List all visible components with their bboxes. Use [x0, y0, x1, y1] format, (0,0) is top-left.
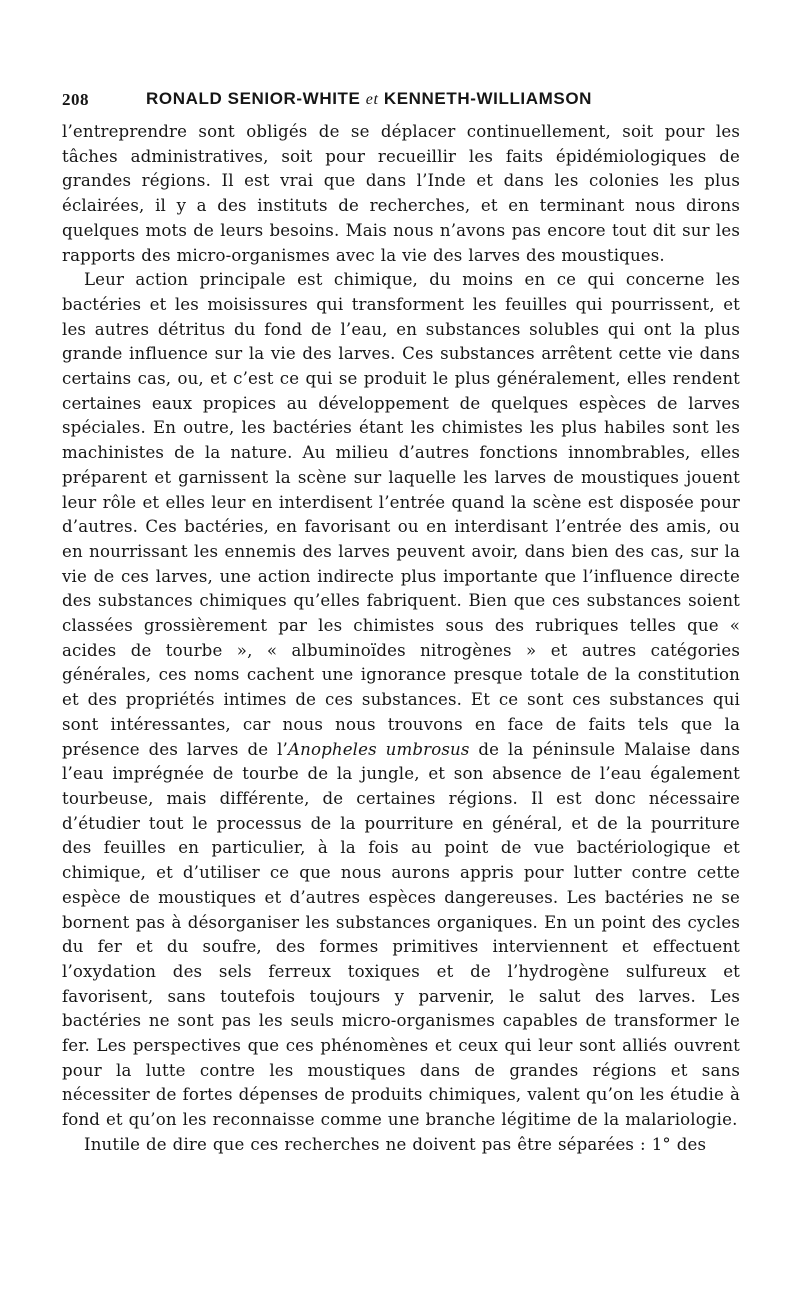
title-conjunction: et: [365, 91, 379, 108]
paragraph-microorganisms: [62, 268, 740, 1133]
document-page: [62, 84, 740, 1158]
paragraph-text-before-species: Leur action principale est chimique, du moins en ce qui concerne les bactéries et les moisissures qui transforment les feuilles qui pourrissent, et les autres détritus du fond de l’eau, en substances solubles qui ont la plus grande influence sur la vie des larves. Ces substances arrêtent cette vie dans certains cas, ou, et c’est ce qui se produit le plus généralement, elles rendent certaines eaux propices au développement de quelques espèces de larves spéciales. En outre, les bactéries étant les chimistes les plus habiles sont les machinistes de la nature. Au milieu d’autres fonctions innombrables, elles préparent et garnissent la scène sur laquelle les larves de moustiques jouent leur rôle et elles leur en interdisent l’entrée quand la scène est disposée pour d’autres. Ces bactéries, en favorisant ou en interdisant l’entrée des amis, ou en nourrissant les ennemis des larves peuvent avoir, dans bien des cas, sur la vie de ces larves, une action indirecte plus importante que l’influence directe des substances chimiques qu’elles fabriquent. Bien que ces substances soient classées grossièrement par les chimistes sous des rubriques telles que « acides de tourbe », « albuminoïdes nitrogènes » et autres catégories générales, ces noms cachent une ignorance presque totale de la constitution et des propriétés intimes de ces substances. Et ce sont ces substances qui sont intéressantes, car nous nous trouvons en face de faits tels que la présence des larves de l’: [62, 270, 740, 759]
paragraph-continued: l’entreprendre sont obligés de se déplacer continuellement, soit pour les tâches administratives, soit pour recueillir les faits épidémiologiques de grandes régions. Il est vrai que dans l’Inde et dans les colonies les plus éclairées, il y a des instituts de recherches, et en terminant nous dirons quelques mots de leurs besoins. Mais nous n’avons pas encore tout dit sur les rapports des micro-organismes avec la vie des larves des moustiques.: [62, 122, 740, 265]
species-name: Anopheles umbrosus: [287, 739, 470, 759]
page-number: 208: [62, 90, 89, 109]
author-1: RONALD SENIOR-WHITE: [146, 89, 361, 108]
author-2: KENNETH-WILLIAMSON: [383, 89, 593, 108]
running-title: [146, 89, 592, 109]
paragraph-research-start: Inutile de dire que ces recherches ne doivent pas être séparées : 1° des: [84, 1134, 707, 1154]
paragraph-text-after-species: de la péninsule Malaise dans l’eau imprégnée de tourbe de la jungle, et son absence de l’eau également tourbeuse, mais différente, de certaines régions. Il est donc nécessaire d’étudier tout le processus de la pourriture en général, et de la pourriture des feuilles en particulier, à la fois au point de vue bactériologique et chimique, et d’utiliser ce que nous aurons appris pour lutter contre cette espèce de moustiques et d’autres espèces dangereuses. Les bactéries ne se bornent pas à désorganiser les substances organiques. En un point des cycles du fer et du soufre, des formes primitives interviennent et effectuent l’oxydation des sels ferreux toxiques et de l’hydrogène sulfureux et favorisent, sans toutefois toujours y parvenir, le salut des larves. Les bactéries ne sont pas les seuls micro-organismes capables de transformer le fer. Les perspectives que ces phénomènes et ceux qui leur sont alliés ouvrent pour la lutte contre les moustiques dans de grandes régions et sans nécessiter de fortes dépenses de produits chimiques, valent qu’on les étudie à fond et qu’on les reconnaisse comme une branche légitime de la malariologie.: [62, 739, 741, 1130]
running-header: [62, 84, 740, 114]
